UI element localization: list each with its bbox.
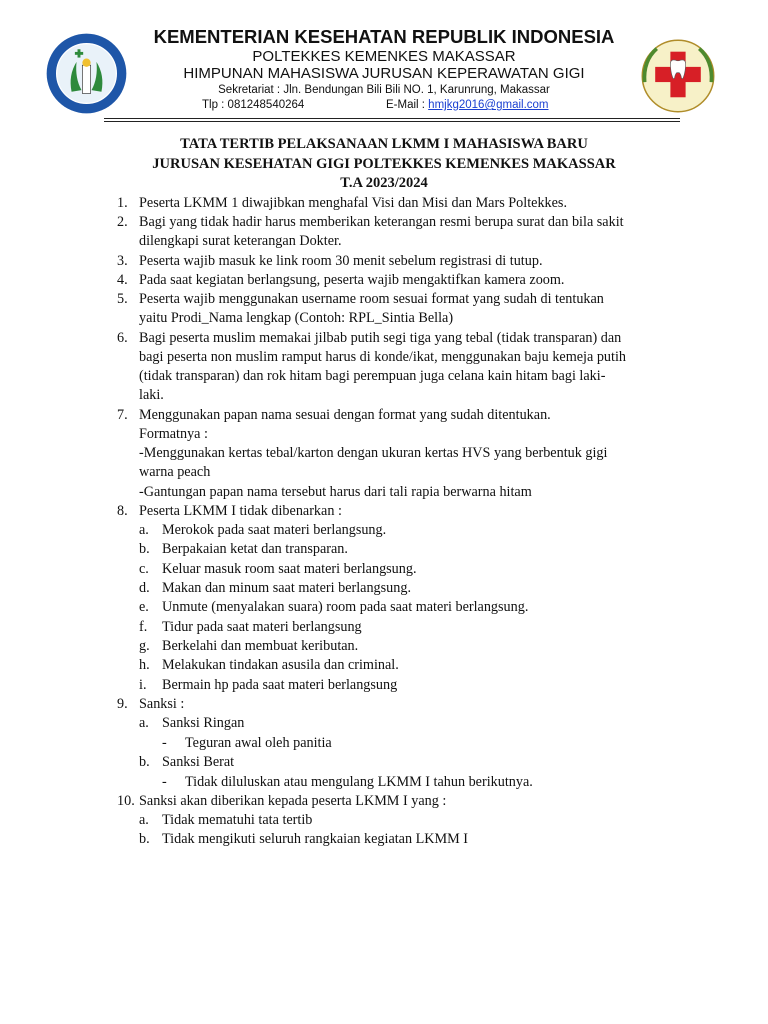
rule-number: 8. — [117, 503, 128, 519]
sub-item: Teguran awal oleh panitia — [185, 735, 332, 751]
item-letter: d. — [139, 580, 150, 596]
item-letter: i. — [139, 677, 147, 693]
rule-2-text: Bagi yang tidak hadir harus memberikan keterangan resmi berupa surat dan bila sakit — [139, 214, 624, 230]
rule-7-text: -Gantungan papan nama tersebut harus dari tali rapia berwarna hitam — [139, 484, 532, 500]
association-heading: HIMPUNAN MAHASISWA JURUSAN KEPERAWATAN GIGI — [183, 65, 585, 82]
item-letter: a. — [139, 522, 149, 538]
rule-number: 9. — [117, 696, 128, 712]
email-block — [386, 99, 549, 111]
list-item: Bermain hp pada saat materi berlangsung — [162, 677, 398, 693]
item-letter: c. — [139, 561, 149, 577]
list-item: Sanksi Berat — [162, 754, 235, 770]
list-item: Merokok pada saat materi berlangsung. — [162, 522, 387, 538]
item-letter: f. — [139, 619, 148, 635]
rule-number: 6. — [117, 330, 128, 346]
email-link[interactable]: hmjkg2016@gmail.com — [428, 99, 549, 111]
rule-10-text: Sanksi akan diberikan kepada peserta LKMM I yang : — [139, 793, 447, 809]
rule-6-text: (tidak transparan) dan rok hitam bagi perempuan juga celana kain hitam bagi laki- — [139, 368, 606, 384]
ministry-heading: KEMENTERIAN KESEHATAN REPUBLIK INDONESIA — [153, 26, 615, 47]
item-letter: b. — [139, 541, 150, 557]
rule-1-text: Peserta LKMM 1 diwajibkan menghafal Visi dan Misi dan Mars Poltekkes. — [139, 195, 567, 211]
rule-6-text: Bagi peserta muslim memakai jilbab putih segi tiga yang tebal (tidak transparan) dan — [139, 330, 622, 346]
rule-number: 4. — [117, 272, 128, 288]
rule-6-text: bagi peserta non muslim ramput harus di konde/ikat, menggunakan baju kemeja putih — [139, 349, 626, 365]
list-item: Berkelahi dan membuat keributan. — [162, 638, 359, 654]
document-title-line3: T.A 2023/2024 — [340, 175, 428, 191]
rule-5-text: Peserta wajib menggunakan username room sesuai format yang sudah di tentukan — [139, 291, 604, 307]
rule-number: 1. — [117, 195, 128, 211]
rule-7-text: Formatnya : — [139, 426, 208, 442]
list-item: Melakukan tindakan asusila dan criminal. — [162, 657, 399, 673]
item-letter: a. — [139, 812, 149, 828]
rule-7-text: Menggunakan papan nama sesuai dengan format yang sudah ditentukan. — [139, 407, 551, 423]
institution-heading: POLTEKKES KEMENKES MAKASSAR — [252, 48, 516, 65]
rule-number: 5. — [117, 291, 128, 307]
dash-bullet: - — [162, 774, 167, 790]
rule-7-text: warna peach — [139, 464, 211, 480]
rule-6-text: laki. — [139, 387, 164, 403]
letterhead-rule-thin — [104, 121, 680, 122]
list-item: Sanksi Ringan — [162, 715, 245, 731]
rule-number: 2. — [117, 214, 128, 230]
document-title-line1: TATA TERTIB PELAKSANAAN LKMM I MAHASISWA BARU — [180, 136, 588, 152]
list-item: Unmute (menyalakan suara) room pada saat materi berlangsung. — [162, 599, 529, 615]
phone-number: Tlp : 081248540264 — [202, 99, 305, 111]
sub-item: Tidak diluluskan atau mengulang LKMM I tahun berikutnya. — [185, 774, 533, 790]
rule-2-text: dilengkapi surat keterangan Dokter. — [139, 233, 342, 249]
item-letter: b. — [139, 831, 150, 847]
rule-8-text: Peserta LKMM I tidak dibenarkan : — [139, 503, 342, 519]
document-title-line2: JURUSAN KESEHATAN GIGI POLTEKKES KEMENKES MAKASSAR — [152, 156, 616, 172]
rule-9-text: Sanksi : — [139, 696, 185, 712]
rule-number: 7. — [117, 407, 128, 423]
email-label: E-Mail : — [386, 99, 429, 111]
item-letter: g. — [139, 638, 150, 654]
item-letter: a. — [139, 715, 149, 731]
item-letter: h. — [139, 657, 150, 673]
list-item: Tidak mematuhi tata tertib — [162, 812, 313, 828]
secretariat-address: Sekretariat : Jln. Bendungan Bili Bili NO. 1, Karunrung, Makassar — [218, 84, 550, 96]
rule-number: 10. — [117, 793, 135, 809]
rule-number: 3. — [117, 253, 128, 269]
list-item: Berpakaian ketat dan transparan. — [162, 541, 348, 557]
rule-5-text: yaitu Prodi_Nama lengkap (Contoh: RPL_Sintia Bella) — [139, 310, 454, 326]
letterhead-rule-thick — [104, 118, 680, 119]
list-item: Makan dan minum saat materi berlangsung. — [162, 580, 412, 596]
rule-3-text: Peserta wajib masuk ke link room 30 menit sebelum registrasi di tutup. — [139, 253, 543, 269]
letterhead — [0, 0, 768, 125]
list-item: Tidak mengikuti seluruh rangkaian kegiatan LKMM I — [162, 831, 469, 847]
list-item: Tidur pada saat materi berlangsung — [162, 619, 362, 635]
rule-7-text: -Menggunakan kertas tebal/karton dengan ukuran kertas HVS yang berbentuk gigi — [139, 445, 608, 461]
item-letter: b. — [139, 754, 150, 770]
item-letter: e. — [139, 599, 149, 615]
rule-4-text: Pada saat kegiatan berlangsung, peserta wajib mengaktifkan kamera zoom. — [139, 272, 565, 288]
dash-bullet: - — [162, 735, 167, 751]
list-item: Keluar masuk room saat materi berlangsung. — [162, 561, 417, 577]
